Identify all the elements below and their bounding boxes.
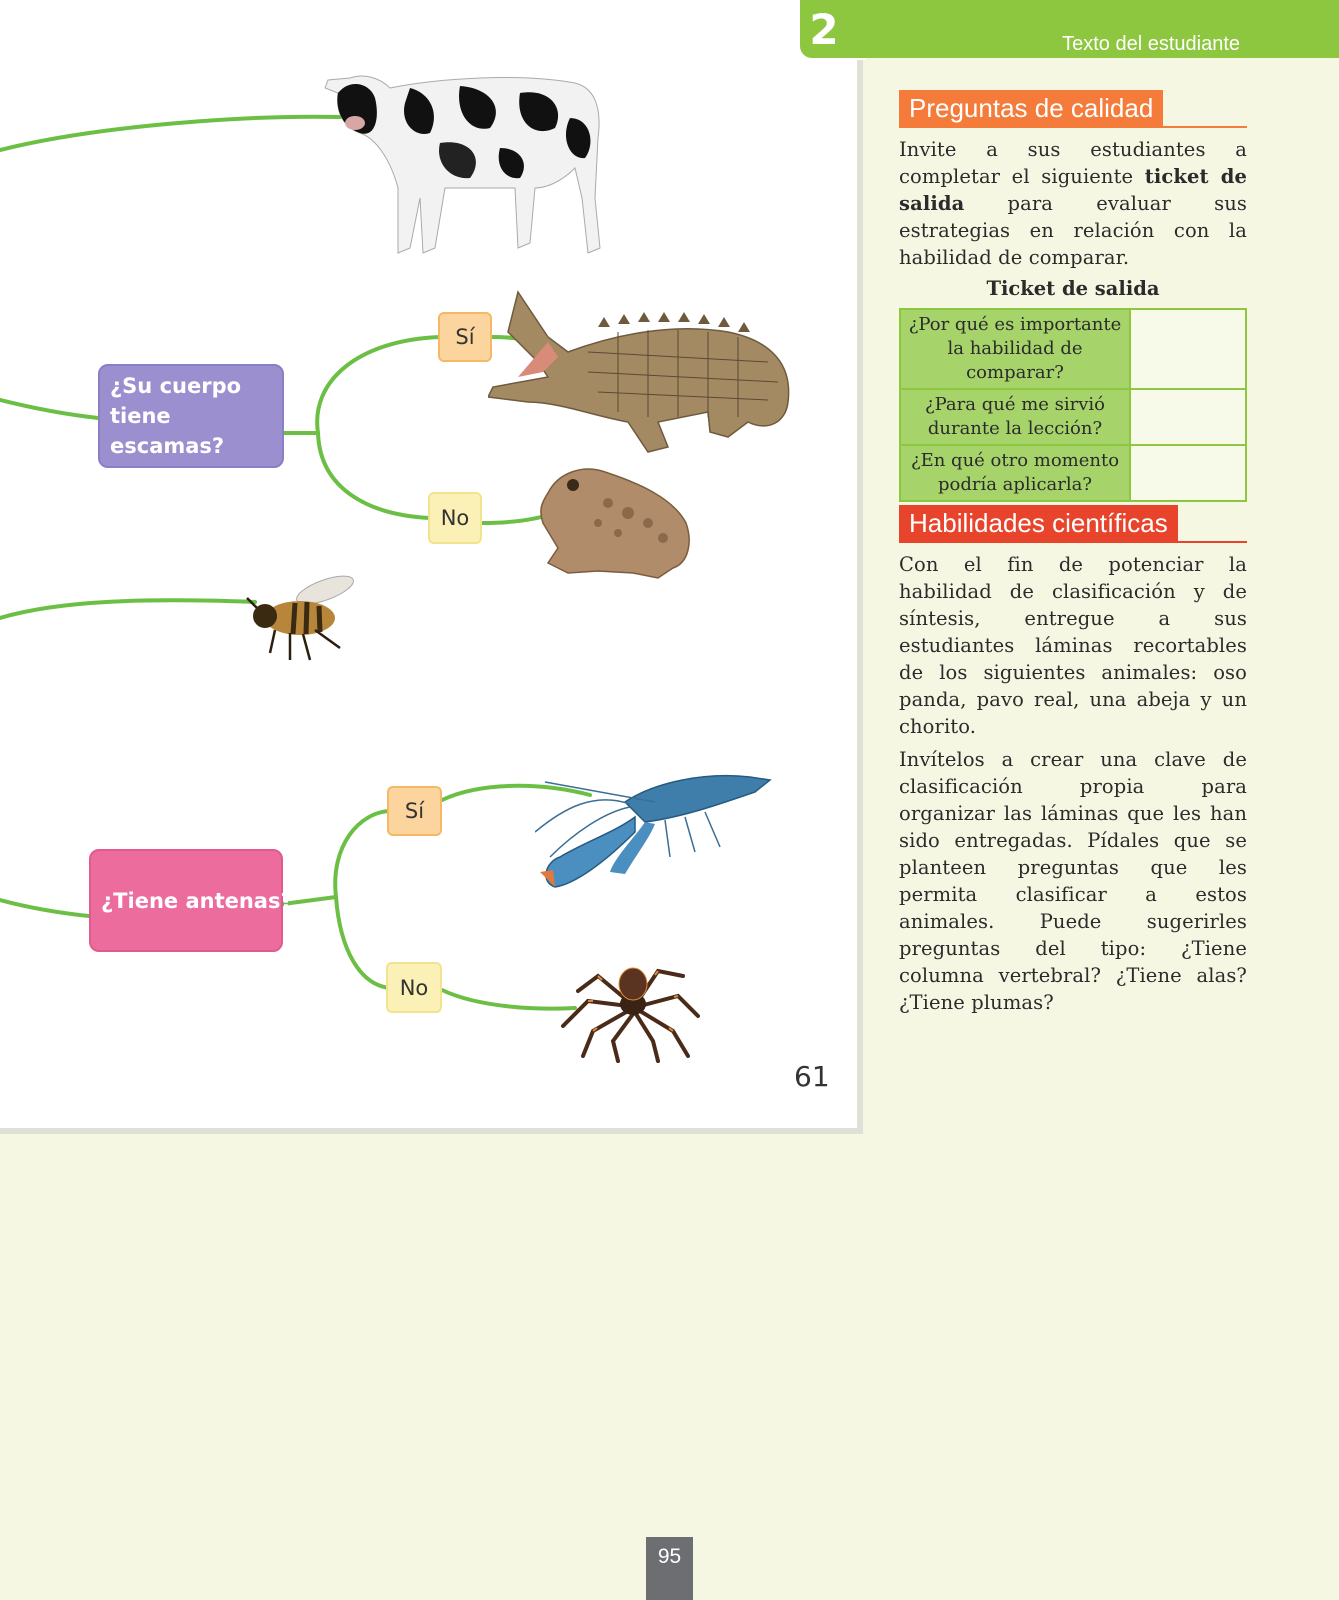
question-scales-box: [98, 364, 284, 468]
para-text-1: Invite a sus estudiantes a completar el siguiente: [899, 138, 1247, 188]
ticket-question: ¿Para qué me sirvió durante la lección?: [900, 389, 1130, 445]
bee-image: [245, 568, 360, 668]
ticket-question: ¿En qué otro momento podría aplicarla?: [900, 445, 1130, 501]
answer-yes-antennae: Sí: [387, 786, 442, 836]
ticket-answer-cell[interactable]: [1130, 309, 1246, 389]
scientific-skills-title-text: Habilidades científicas: [899, 505, 1178, 542]
ticket-title: Ticket de salida: [986, 277, 1160, 300]
ticket-question: ¿Por qué es importante la habilidad de comparar?: [900, 309, 1130, 389]
table-row: [900, 389, 1246, 445]
student-page: [0, 0, 863, 1134]
crayfish-image: [535, 762, 775, 902]
header-bar: [863, 0, 1339, 58]
scientific-skills-paragraph-1: Con el fin de potenciar la habilidad de clasificación y de síntesis, entregue a sus estudiantes láminas recortables de los siguientes animales: oso panda, pavo real, una abeja y un chorito.: [899, 553, 1247, 738]
scientific-skills-paragraph-2: Invítelos a crear una clave de clasificación propia para organizar las láminas que les han sido entregadas. Pídales que se planteen preguntas que les permita clasificar a estos animales. Puede sugerirles preguntas del tipo: ¿Tiene columna vertebral? ¿Tiene alas? ¿Tiene plumas?: [899, 748, 1247, 1014]
table-row: [900, 309, 1246, 389]
ticket-answer-cell[interactable]: [1130, 389, 1246, 445]
cow-image: [320, 48, 610, 268]
student-page-number: 61: [794, 1060, 830, 1093]
crocodile-image: [488, 282, 808, 462]
toad-image: [538, 463, 698, 583]
quality-questions-title: [899, 90, 1247, 128]
ticket-answer-cell[interactable]: [1130, 445, 1246, 501]
table-row: [900, 445, 1246, 501]
footer-page-number: 95: [646, 1537, 693, 1600]
tarantula-image: [558, 956, 708, 1066]
answer-no-antennae: No: [386, 962, 442, 1013]
para-bold-text: ticket de salida: [899, 165, 1247, 215]
question-antennae-text: ¿Tiene antenas?: [101, 888, 293, 913]
quality-questions-section: [899, 90, 1247, 502]
answer-no-scales: No: [428, 492, 482, 544]
quality-questions-title-text: Preguntas de calidad: [899, 90, 1163, 127]
para-text-2: para evaluar sus estrategias en relación con la habilidad de comparar.: [899, 192, 1247, 269]
scientific-skills-section: [899, 505, 1247, 1016]
answer-yes-scales: Sí: [438, 312, 492, 362]
header-label: Texto del estudiante: [1062, 33, 1240, 55]
question-scales-text: ¿Su cuerpo tiene escamas?: [110, 374, 242, 458]
unit-number: 2: [809, 5, 839, 54]
question-antennae-box: [89, 849, 293, 952]
quality-questions-paragraph: [899, 136, 1247, 271]
unit-tab: [798, 0, 866, 60]
scientific-skills-title: [899, 505, 1247, 543]
exit-ticket-table: [899, 308, 1247, 502]
